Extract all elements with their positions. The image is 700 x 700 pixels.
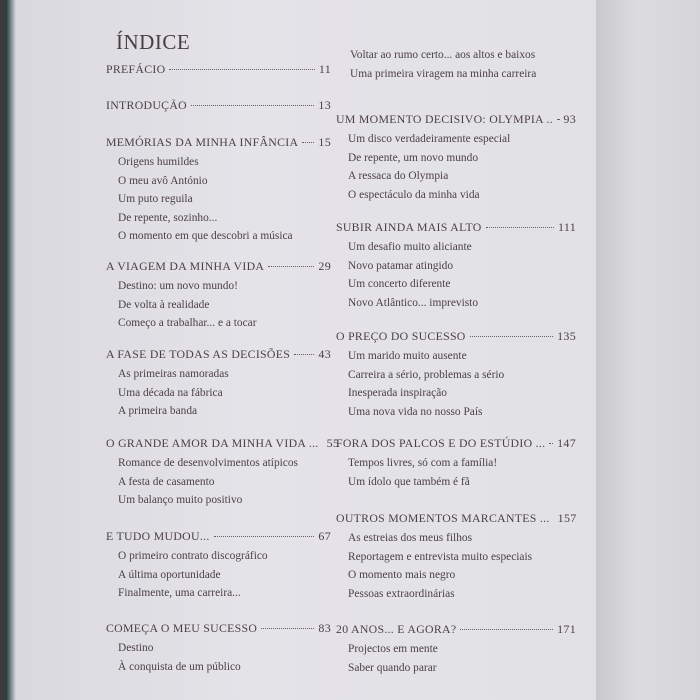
subsection-item: Um balanço muito positivo [118, 494, 243, 506]
chapter-title: MEMÓRIAS DA MINHA INFÂNCIA [106, 135, 299, 149]
dot-leader [191, 105, 314, 106]
subsection-item: As estreias dos meus filhos [348, 532, 473, 544]
subsection-item: Projectos em mente [348, 643, 438, 655]
chapter-heading [106, 347, 331, 362]
subsection-item: Origens humildes [118, 156, 199, 168]
subsection-list [106, 153, 331, 246]
subsection-item: Uma primeira viragem na minha carreira [350, 68, 537, 80]
subsection-item: De volta à realidade [118, 298, 210, 311]
chapter-heading [336, 220, 576, 235]
background-surface [596, 0, 700, 700]
book-page [6, 0, 596, 700]
chapter-heading [336, 112, 576, 127]
chapter-heading [106, 529, 331, 544]
dot-leader [302, 142, 314, 143]
subsection-item: Novo Atlântico... imprevisto [348, 296, 479, 309]
chapter-title: INTRODUÇÃO [106, 98, 187, 112]
chapter-heading [106, 621, 331, 636]
subsection-item: O meu avô António [118, 174, 208, 187]
chapter-page-number: 43 [318, 347, 331, 361]
dot-leader [294, 354, 314, 355]
subsection-item: Novo patamar atingido [348, 259, 454, 272]
toc-chapter [106, 436, 340, 510]
subsection-item: De repente, sozinho... [118, 211, 218, 224]
chapter-page-number: 111 [557, 220, 576, 234]
subsection-item: De repente, um novo mundo [348, 151, 479, 164]
subsection-item: Romance de desenvolvimentos atípicos [118, 457, 298, 469]
subsection-item: Voltar ao rumo certo... aos altos e baixos [350, 49, 536, 61]
dot-leader [470, 336, 553, 337]
subsection-list [106, 639, 331, 676]
chapter-title: UM MOMENTO DECISIVO: OLYMPIA .. [336, 112, 553, 126]
chapter-title: OUTROS MOMENTOS MARCANTES ... [336, 511, 550, 525]
chapter-title: SUBIR AINDA MAIS ALTO [336, 220, 482, 234]
subsection-list [106, 454, 331, 510]
chapter-title: O GRANDE AMOR DA MINHA VIDA ... [106, 436, 319, 450]
dot-leader [460, 629, 553, 630]
chapter-page-number: 29 [318, 259, 331, 273]
subsection-item: Reportagem e entrevista muito especiais [348, 550, 533, 563]
chapter-heading [106, 135, 331, 150]
subsection-item: A última oportunidade [118, 568, 221, 581]
subsection-item: A primeira banda [118, 405, 198, 417]
subsection-list [106, 277, 331, 333]
subsection-list [336, 529, 576, 603]
chapter-heading [336, 329, 576, 344]
toc-chapter [106, 347, 331, 421]
chapter-page-number: 55 [326, 436, 340, 450]
subsection-item: Um ídolo que também é fã [348, 475, 470, 488]
subsection-item: As primeiras namoradas [118, 368, 229, 380]
chapter-heading [106, 259, 331, 274]
chapter-page-number: 83 [318, 621, 331, 635]
subsection-item: Tempos livres, só com a família! [348, 457, 498, 469]
subsection-item: O primeiro contrato discográfico [118, 550, 268, 562]
chapter-page-number: 11 [318, 62, 331, 76]
dot-leader [486, 227, 554, 228]
chapter-title: 20 ANOS... E AGORA? [336, 622, 457, 636]
page-title: ÍNDICE [116, 30, 191, 54]
dot-leader [557, 119, 559, 120]
chapter-page-number: 93 [563, 112, 576, 126]
chapter-title: A FASE DE TODAS AS DECISÕES [106, 347, 291, 361]
page-shadow [6, 0, 16, 700]
toc-chapter [106, 621, 331, 676]
subsection-item: Destino: um novo mundo! [118, 280, 238, 292]
toc-continued-subsections [350, 46, 536, 84]
subsection-list [336, 347, 576, 421]
subsection-item: Começo a trabalhar... e a tocar [118, 317, 257, 329]
subsection-item: Finalmente, uma carreira... [118, 587, 241, 599]
toc-chapter [336, 329, 576, 421]
chapter-title: E TUDO MUDOU... [106, 529, 210, 543]
subsection-list [336, 640, 576, 677]
toc-chapter [106, 135, 331, 246]
chapter-title: O PREÇO DO SUCESSO [336, 329, 466, 343]
toc-chapter [336, 220, 576, 312]
chapter-page-number: 171 [557, 622, 576, 636]
chapter-page-number: 13 [318, 98, 331, 112]
subsection-item: Um marido muito ausente [348, 350, 467, 362]
subsection-item: Uma nova vida no nosso País [348, 405, 483, 418]
subsection-item: Um puto reguila [118, 193, 193, 205]
chapter-heading [336, 622, 576, 637]
chapter-page-number: 147 [557, 436, 576, 450]
subsection-item: A ressaca do Olympia [348, 170, 449, 182]
toc-chapter [106, 259, 331, 333]
dot-leader [214, 536, 315, 537]
dot-leader [169, 69, 314, 70]
dot-leader [268, 266, 314, 267]
subsection-item: Um concerto diferente [348, 278, 451, 290]
subsection-item: Um desafio muito aliciante [348, 241, 472, 253]
subsection-item: Destino [118, 642, 154, 654]
subsection-item: Pessoas extraordinárias [348, 587, 455, 600]
chapter-heading [106, 436, 340, 451]
subsection-item: Saber quando parar [348, 661, 437, 674]
subsection-item: O momento mais negro [348, 569, 456, 581]
subsection-item: Inesperada inspiração [348, 387, 447, 399]
toc-chapter [336, 112, 576, 204]
chapter-title: A VIAGEM DA MINHA VIDA [106, 259, 265, 273]
chapter-heading [336, 511, 576, 526]
subsection-item: Um disco verdadeiramente especial [348, 133, 511, 145]
dot-leader [261, 628, 314, 629]
chapter-heading [336, 436, 576, 451]
subsection-item: Carreira a sério, problemas a sério [348, 368, 505, 381]
chapter-page-number: 157 [557, 511, 577, 525]
subsection-item: À conquista de um público [118, 660, 241, 673]
toc-chapter [106, 62, 331, 77]
toc-chapter [336, 511, 576, 603]
toc-chapter [336, 622, 576, 677]
chapter-title: FORA DOS PALCOS E DO ESTÚDIO ... [336, 436, 546, 450]
chapter-title: PREFÁCIO [106, 62, 166, 76]
subsection-list [106, 547, 331, 603]
chapter-page-number: 15 [318, 135, 331, 149]
subsection-item: Uma década na fábrica [118, 386, 223, 399]
dot-leader [549, 443, 553, 444]
subsection-list [336, 454, 576, 491]
chapter-page-number: 67 [318, 529, 331, 543]
toc-chapter [106, 98, 331, 113]
subsection-list [106, 365, 331, 421]
subsection-item: A festa de casamento [118, 475, 215, 488]
chapter-heading [106, 62, 331, 77]
toc-chapter [106, 529, 331, 603]
toc-chapter [336, 436, 576, 491]
subsection-item: O momento em que descobri a música [118, 230, 293, 242]
subsection-list [336, 130, 576, 204]
chapter-title: COMEÇA O MEU SUCESSO [106, 621, 258, 635]
subsection-list [336, 238, 576, 312]
chapter-page-number: 135 [557, 329, 576, 343]
subsection-item: O espectáculo da minha vida [348, 188, 480, 201]
chapter-heading [106, 98, 331, 113]
